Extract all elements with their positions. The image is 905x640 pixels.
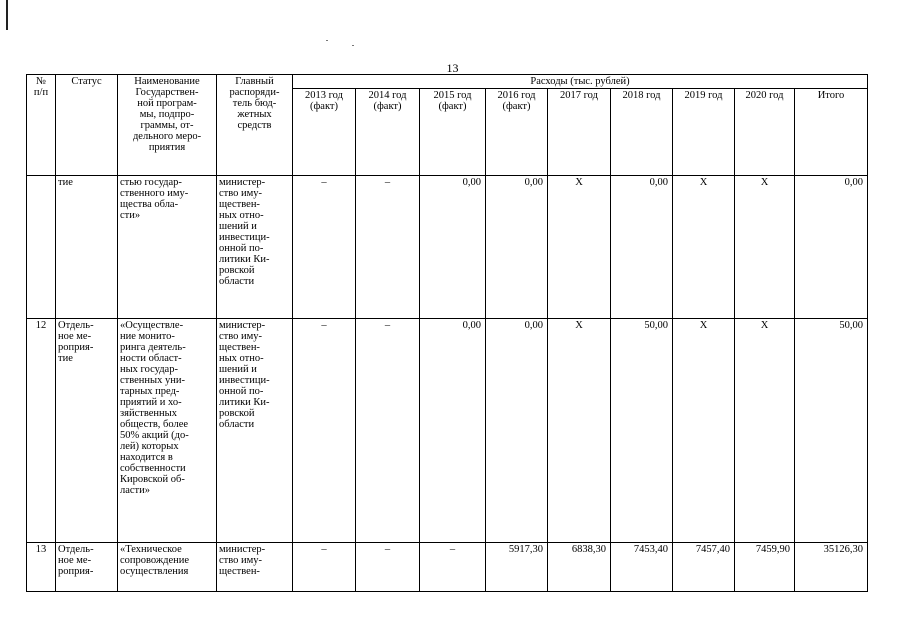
value-2016: 5917,30: [486, 543, 548, 592]
value-2014: –: [356, 543, 420, 592]
value-2019: X: [673, 319, 735, 543]
row-manager: министер- ство иму- ществен-: [217, 543, 293, 592]
value-total: 0,00: [795, 176, 868, 319]
value-2013: –: [293, 319, 356, 543]
header-row-1: [27, 75, 868, 89]
value-2020: 7459,90: [735, 543, 795, 592]
row-status: тие: [56, 176, 118, 319]
row-status: Отдель- ное ме- роприя- тие: [56, 319, 118, 543]
row-status: Отдель- ное ме- роприя-: [56, 543, 118, 592]
page-number: 13: [446, 61, 459, 75]
header-year-2015: 2015 год (факт): [420, 89, 486, 176]
header-year-2014: 2014 год (факт): [356, 89, 420, 176]
row-name: «Осуществле- ние монито- ринга деятель- ности област- ных государ- ственных уни- тарных пред- приятий и хо- зяйственных обществ, более 50% акций (до- лей) которых находится в собственности Кировской об- ласти»: [118, 319, 217, 543]
value-total: 35126,30: [795, 543, 868, 592]
value-2018: 50,00: [611, 319, 673, 543]
value-2016: 0,00: [486, 176, 548, 319]
header-name: Наименование Государствен- ной програм- мы, подпро- граммы, от- дельного меро- приятия: [118, 75, 217, 176]
table-row: [27, 543, 868, 592]
value-2019: 7457,40: [673, 543, 735, 592]
row-number: 12: [27, 319, 56, 543]
header-total: Итого: [795, 89, 868, 176]
row-name: стью государ- ственного иму- щества обла- сти»: [118, 176, 217, 319]
row-manager: министер- ство иму- ществен- ных отно- шений и инвестици- онной по- литики Ки- ровской области: [217, 176, 293, 319]
row-name: «Техническое сопровождение осуществления: [118, 543, 217, 592]
value-2018: 7453,40: [611, 543, 673, 592]
header-status: Статус: [56, 75, 118, 176]
scan-speck: [352, 45, 354, 46]
header-year-2013: 2013 год (факт): [293, 89, 356, 176]
value-2015: 0,00: [420, 319, 486, 543]
value-2013: –: [293, 176, 356, 319]
header-manager: Главный распоряди- тель бюд- жетных средств: [217, 75, 293, 176]
header-no: № п/п: [27, 75, 56, 176]
value-2019: X: [673, 176, 735, 319]
value-2013: –: [293, 543, 356, 592]
scan-artifact-line: [6, 0, 8, 30]
value-2020: X: [735, 319, 795, 543]
row-number: [27, 176, 56, 319]
header-year-2017: 2017 год: [548, 89, 611, 176]
row-manager: министер- ство иму- ществен- ных отно- шений и инвестици- онной по- литики Ки- ровской области: [217, 319, 293, 543]
value-2017: 6838,30: [548, 543, 611, 592]
header-year-2020: 2020 год: [735, 89, 795, 176]
value-2015: –: [420, 543, 486, 592]
header-year-2019: 2019 год: [673, 89, 735, 176]
header-year-2018: 2018 год: [611, 89, 673, 176]
value-2014: –: [356, 319, 420, 543]
value-2017: X: [548, 176, 611, 319]
value-2018: 0,00: [611, 176, 673, 319]
scan-speck: [326, 40, 328, 41]
value-2015: 0,00: [420, 176, 486, 319]
value-total: 50,00: [795, 319, 868, 543]
header-expenses: Расходы (тыс. рублей): [293, 75, 868, 89]
table-row: [27, 319, 868, 543]
value-2017: X: [548, 319, 611, 543]
value-2020: X: [735, 176, 795, 319]
expenses-table: [26, 74, 868, 592]
value-2014: –: [356, 176, 420, 319]
table-row: [27, 176, 868, 319]
row-number: 13: [27, 543, 56, 592]
header-year-2016: 2016 год (факт): [486, 89, 548, 176]
value-2016: 0,00: [486, 319, 548, 543]
